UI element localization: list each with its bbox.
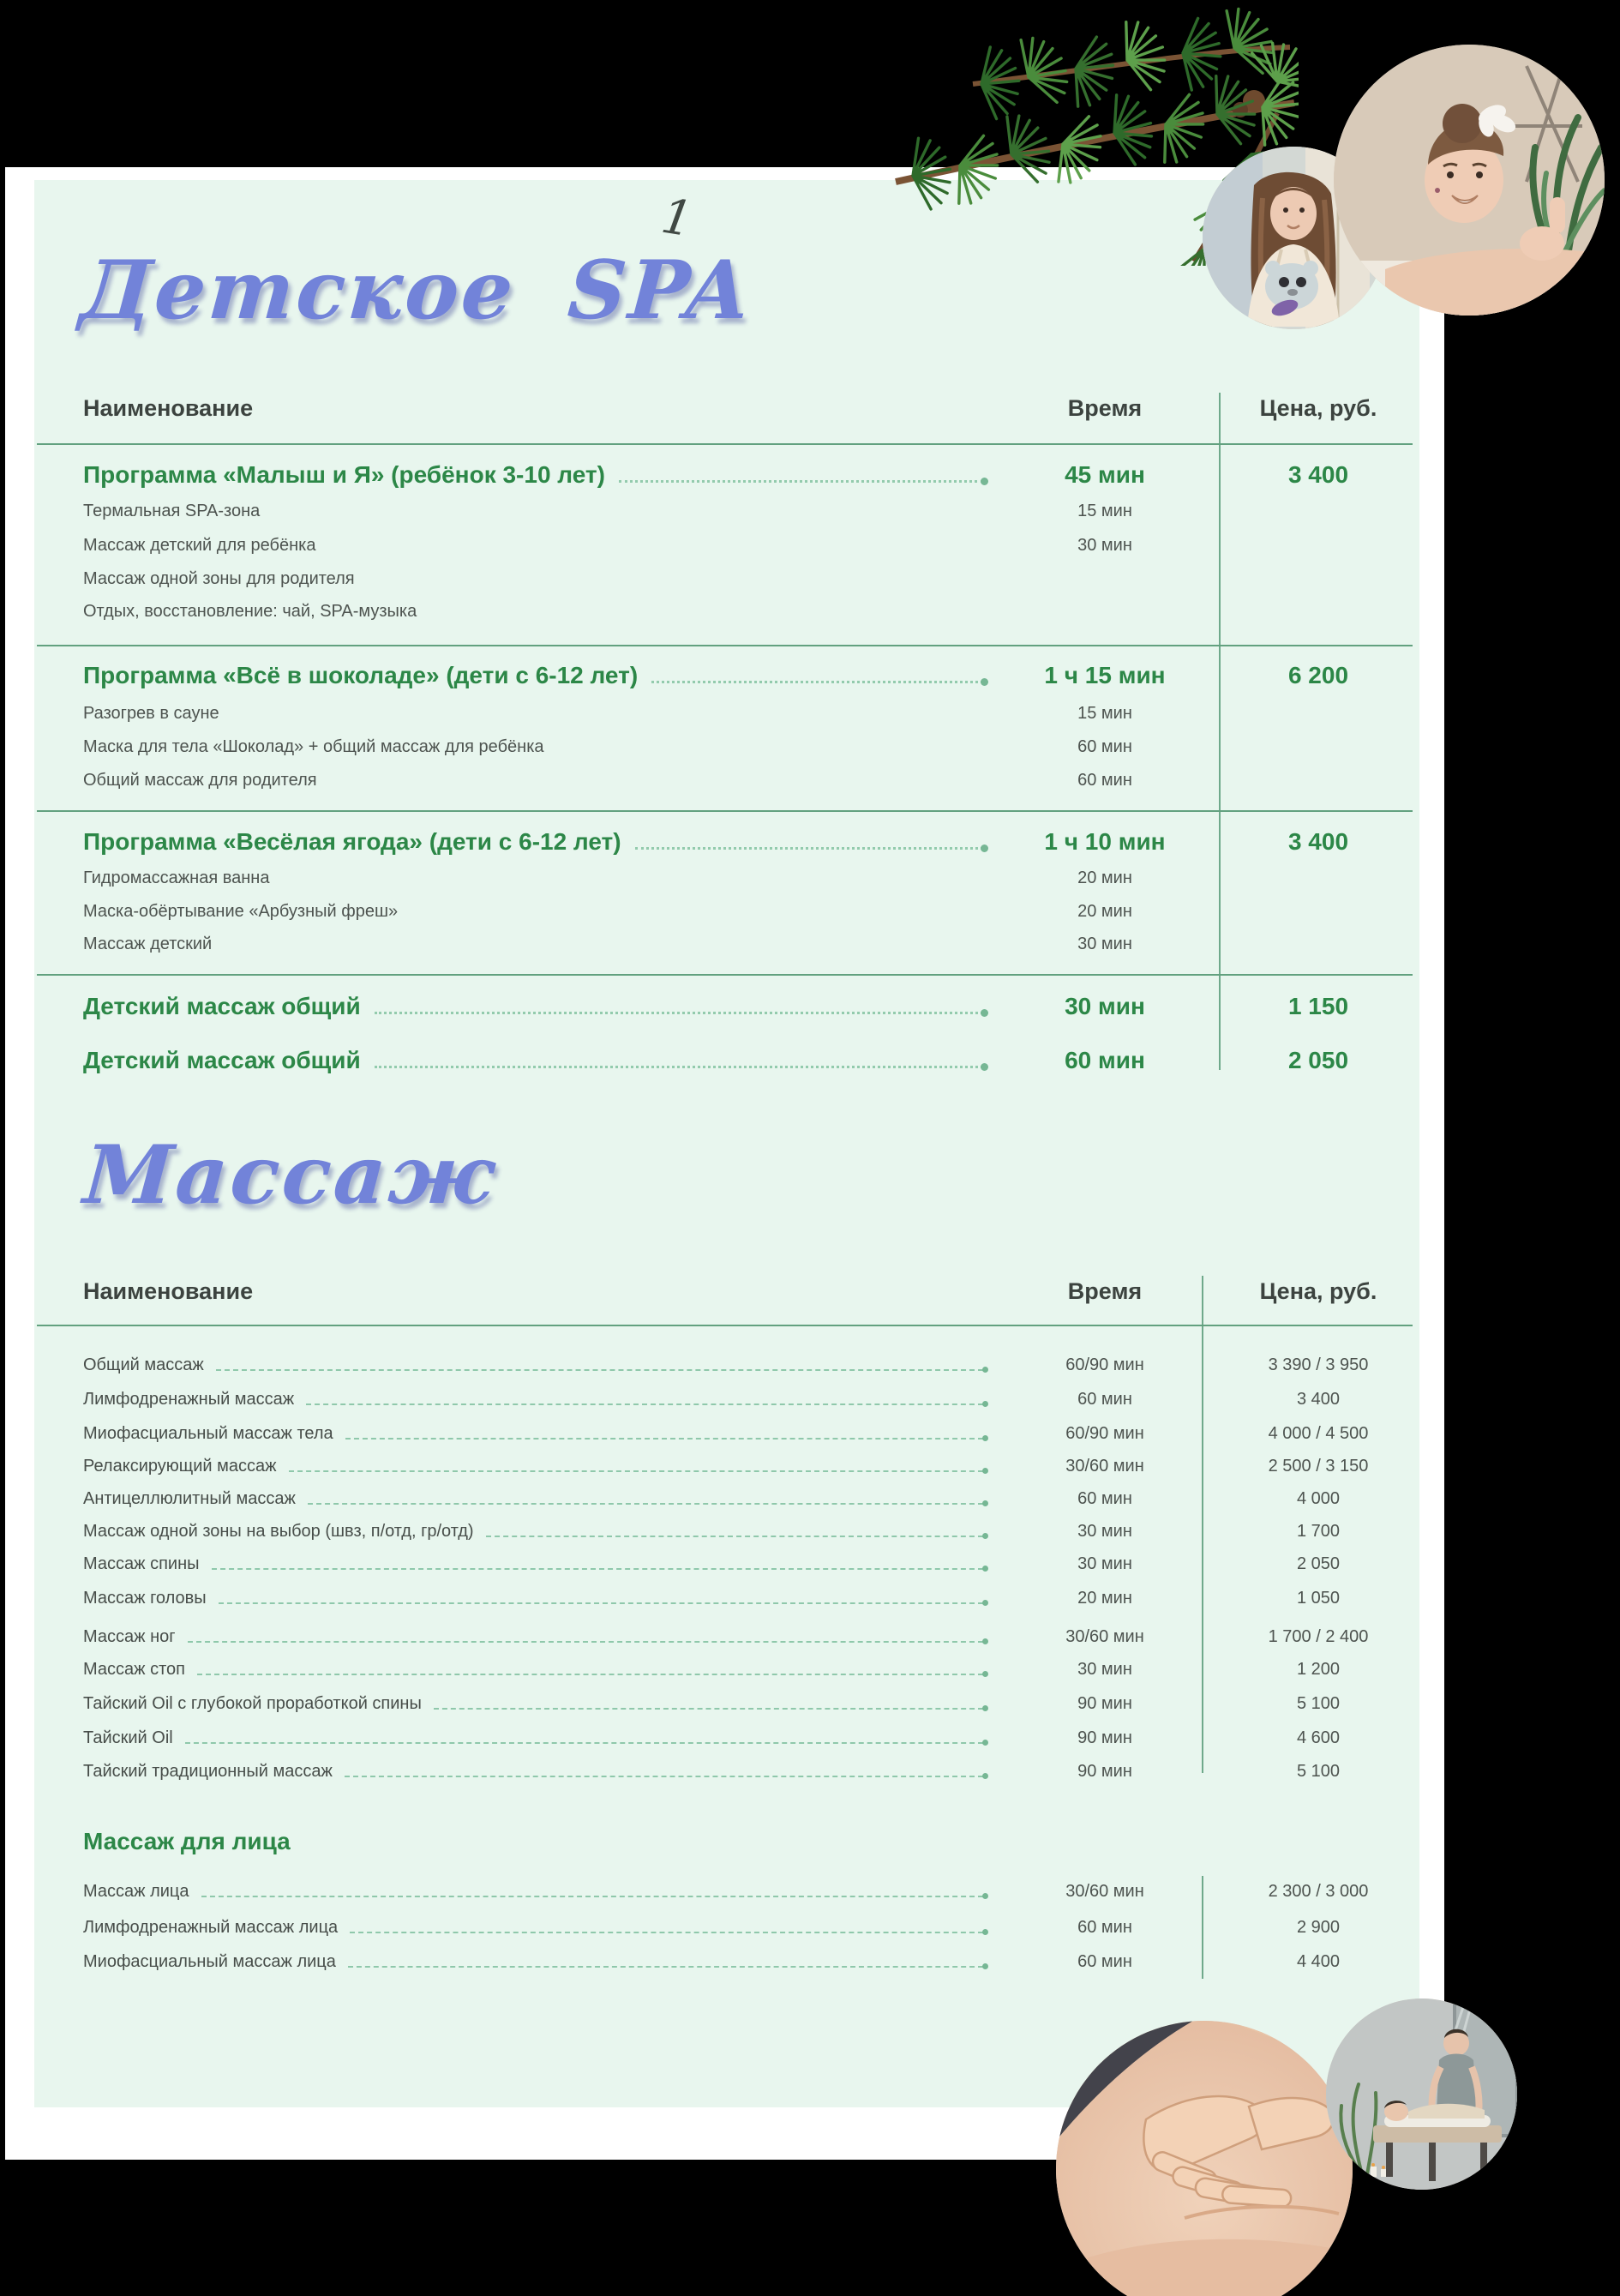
divider-line [37, 443, 1413, 445]
program-item-name: Маска-обёртывание «Арбузный фреш» [83, 902, 399, 921]
dotted-leader [651, 681, 983, 683]
service-price: 5 100 [1296, 1762, 1341, 1781]
service-name: Массаж стоп [83, 1660, 185, 1679]
dotted-leader [350, 1932, 983, 1933]
service-name: Тайский Oil с глубокой проработкой спины [83, 1694, 422, 1713]
service-time: 60 мин [1077, 1918, 1132, 1937]
dotted-leader [635, 847, 983, 850]
program-item-time: 15 мин [1077, 502, 1132, 520]
service-time: 60 мин [1077, 1489, 1132, 1508]
service-time: 90 мин [1077, 1728, 1132, 1747]
service-name: Массаж лица [83, 1882, 189, 1901]
dotted-leader [619, 480, 983, 483]
girl-on-massage-table-photo [1334, 45, 1605, 316]
program-item-time: 20 мин [1077, 869, 1132, 887]
price-row [83, 1761, 988, 1782]
service-name: Релаксирующий массаж [83, 1457, 277, 1476]
dotted-leader [345, 1776, 983, 1777]
column-header-price: Цена, руб. [1259, 1278, 1377, 1304]
service-name: Детский массаж общий [83, 1047, 361, 1073]
divider-line [37, 645, 1413, 646]
dotted-leader [219, 1602, 983, 1604]
price-row [83, 1423, 988, 1445]
service-price: 2 900 [1296, 1918, 1341, 1937]
service-price: 4 400 [1296, 1952, 1341, 1971]
column-divider-line [1219, 393, 1221, 1070]
price-row [83, 1917, 988, 1938]
service-name: Массаж ног [83, 1627, 176, 1646]
dotted-leader [201, 1896, 984, 1897]
price-row [83, 1047, 988, 1074]
program-price: 3 400 [1287, 828, 1349, 855]
program-item-time: 60 мин [1077, 737, 1132, 756]
service-price: 2 050 [1296, 1554, 1341, 1573]
service-time: 30/60 мин [1065, 1457, 1144, 1476]
divider-line [37, 810, 1413, 812]
program-item-name: Массаж детский для ребёнка [83, 536, 316, 555]
price-row [83, 1389, 988, 1410]
service-price: 1 050 [1296, 1589, 1341, 1608]
service-name: Массаж головы [83, 1589, 207, 1608]
service-time: 90 мин [1077, 1694, 1132, 1713]
price-row [83, 1554, 988, 1575]
program-item-time: 30 мин [1077, 536, 1132, 555]
page-number: 1 [657, 188, 697, 249]
column-header-time: Время [1067, 395, 1143, 421]
service-price: 2 500 / 3 150 [1268, 1457, 1369, 1476]
price-row [83, 1588, 988, 1609]
program-price: 3 400 [1287, 461, 1349, 488]
price-row [83, 1659, 988, 1680]
dotted-leader [375, 1012, 983, 1014]
price-row [83, 1456, 988, 1477]
price-row [83, 1626, 988, 1648]
price-row [83, 1693, 988, 1715]
dotted-leader [216, 1369, 983, 1371]
divider-line [37, 1325, 1413, 1326]
service-price: 1 200 [1296, 1660, 1341, 1679]
program-item-time: 30 мин [1077, 935, 1132, 953]
program-item-time: 60 мин [1077, 771, 1132, 790]
dotted-leader [434, 1708, 983, 1710]
program-item-name: Разогрев в сауне [83, 704, 219, 723]
service-price: 5 100 [1296, 1694, 1341, 1713]
service-name: Детский массаж общий [83, 993, 361, 1019]
program-time: 1 ч 10 мин [1044, 828, 1166, 855]
dotted-leader [289, 1470, 984, 1472]
program-item-time: 15 мин [1077, 704, 1132, 723]
dotted-leader [212, 1568, 984, 1570]
service-price: 2 300 / 3 000 [1268, 1882, 1369, 1901]
service-price: 4 600 [1296, 1728, 1341, 1747]
dotted-leader [486, 1536, 983, 1537]
service-time: 60 мин [1065, 1047, 1145, 1073]
service-time: 30 мин [1077, 1554, 1132, 1573]
service-name: Лимфодренажный массаж лица [83, 1918, 339, 1937]
price-row [83, 1355, 988, 1376]
service-name: Тайский Oil [83, 1728, 173, 1747]
massage-room-photo [1326, 1998, 1517, 2190]
dotted-leader [308, 1503, 983, 1505]
service-time: 90 мин [1077, 1762, 1132, 1781]
dotted-leader [345, 1438, 983, 1440]
service-price: 4 000 / 4 500 [1268, 1424, 1369, 1443]
service-time: 20 мин [1077, 1589, 1132, 1608]
dotted-leader [348, 1966, 983, 1968]
face-massage-heading: Массаж для лица [83, 1828, 291, 1854]
price-row [83, 1728, 988, 1749]
service-time: 60 мин [1077, 1952, 1132, 1971]
service-price: 1 700 / 2 400 [1268, 1627, 1369, 1646]
service-price: 1 700 [1296, 1522, 1341, 1541]
service-name: Тайский традиционный массаж [83, 1762, 333, 1781]
program-item-name: Термальная SPA-зона [83, 502, 261, 520]
service-time: 60/90 мин [1065, 1355, 1144, 1374]
divider-line [37, 974, 1413, 976]
service-name: Лимфодренажный массаж [83, 1390, 295, 1409]
service-name: Антицеллюлитный массаж [83, 1489, 296, 1508]
column-header-name: Наименование [83, 1278, 254, 1304]
price-row [83, 1951, 988, 1973]
service-time: 60/90 мин [1065, 1424, 1144, 1443]
column-header-time: Время [1067, 1278, 1143, 1304]
program-item-name: Отдых, восстановление: чай, SPA-музыка [83, 602, 417, 621]
column-header-name: Наименование [83, 395, 254, 421]
program-item-name: Общий массаж для родителя [83, 771, 317, 790]
service-price: 2 050 [1287, 1047, 1349, 1073]
price-row [83, 1488, 988, 1510]
program-name: Программа «Всё в шоколаде» (дети с 6-12 лет) [83, 662, 639, 688]
dotted-leader [185, 1742, 983, 1744]
service-time: 30 мин [1077, 1660, 1132, 1679]
dotted-leader [306, 1403, 983, 1405]
program-row [83, 828, 988, 856]
program-item-name: Массаж одной зоны для родителя [83, 569, 355, 588]
service-price: 4 000 [1296, 1489, 1341, 1508]
program-row [83, 461, 988, 489]
service-price: 1 150 [1287, 993, 1349, 1019]
service-time: 30/60 мин [1065, 1627, 1144, 1646]
massage-title: Массаж [81, 1128, 500, 1223]
price-row [83, 1521, 988, 1542]
service-name: Миофасциальный массаж лица [83, 1952, 336, 1971]
service-time: 30/60 мин [1065, 1882, 1144, 1901]
dotted-leader [197, 1674, 983, 1675]
service-time: 30 мин [1065, 993, 1145, 1019]
program-row [83, 662, 988, 689]
program-time: 45 мин [1065, 461, 1145, 488]
service-name: Общий массаж [83, 1355, 204, 1374]
dotted-leader [188, 1641, 983, 1643]
service-name: Миофасциальный массаж тела [83, 1424, 333, 1443]
program-price: 6 200 [1287, 662, 1349, 688]
price-row [83, 1881, 988, 1902]
price-row [83, 993, 988, 1020]
service-name: Массаж спины [83, 1554, 200, 1573]
program-item-name: Гидромассажная ванна [83, 869, 270, 887]
service-price: 3 400 [1296, 1390, 1341, 1409]
program-item-name: Маска для тела «Шоколад» + общий массаж для ребёнка [83, 737, 544, 756]
column-header-price: Цена, руб. [1259, 395, 1377, 421]
service-time: 60 мин [1077, 1390, 1132, 1409]
service-time: 30 мин [1077, 1522, 1132, 1541]
program-name: Программа «Весёлая ягода» (дети с 6-12 лет) [83, 828, 621, 855]
program-item-name: Массаж детский [83, 935, 213, 953]
program-name: Программа «Малыш и Я» (ребёнок 3-10 лет) [83, 461, 605, 488]
kids-spa-title: Детское SPA [77, 243, 755, 338]
dotted-leader [375, 1066, 983, 1068]
service-name: Массаж одной зоны на выбор (швз, п/отд, гр/отд) [83, 1522, 474, 1541]
program-time: 1 ч 15 мин [1044, 662, 1166, 688]
program-item-time: 20 мин [1077, 902, 1132, 921]
service-price: 3 390 / 3 950 [1268, 1355, 1369, 1374]
